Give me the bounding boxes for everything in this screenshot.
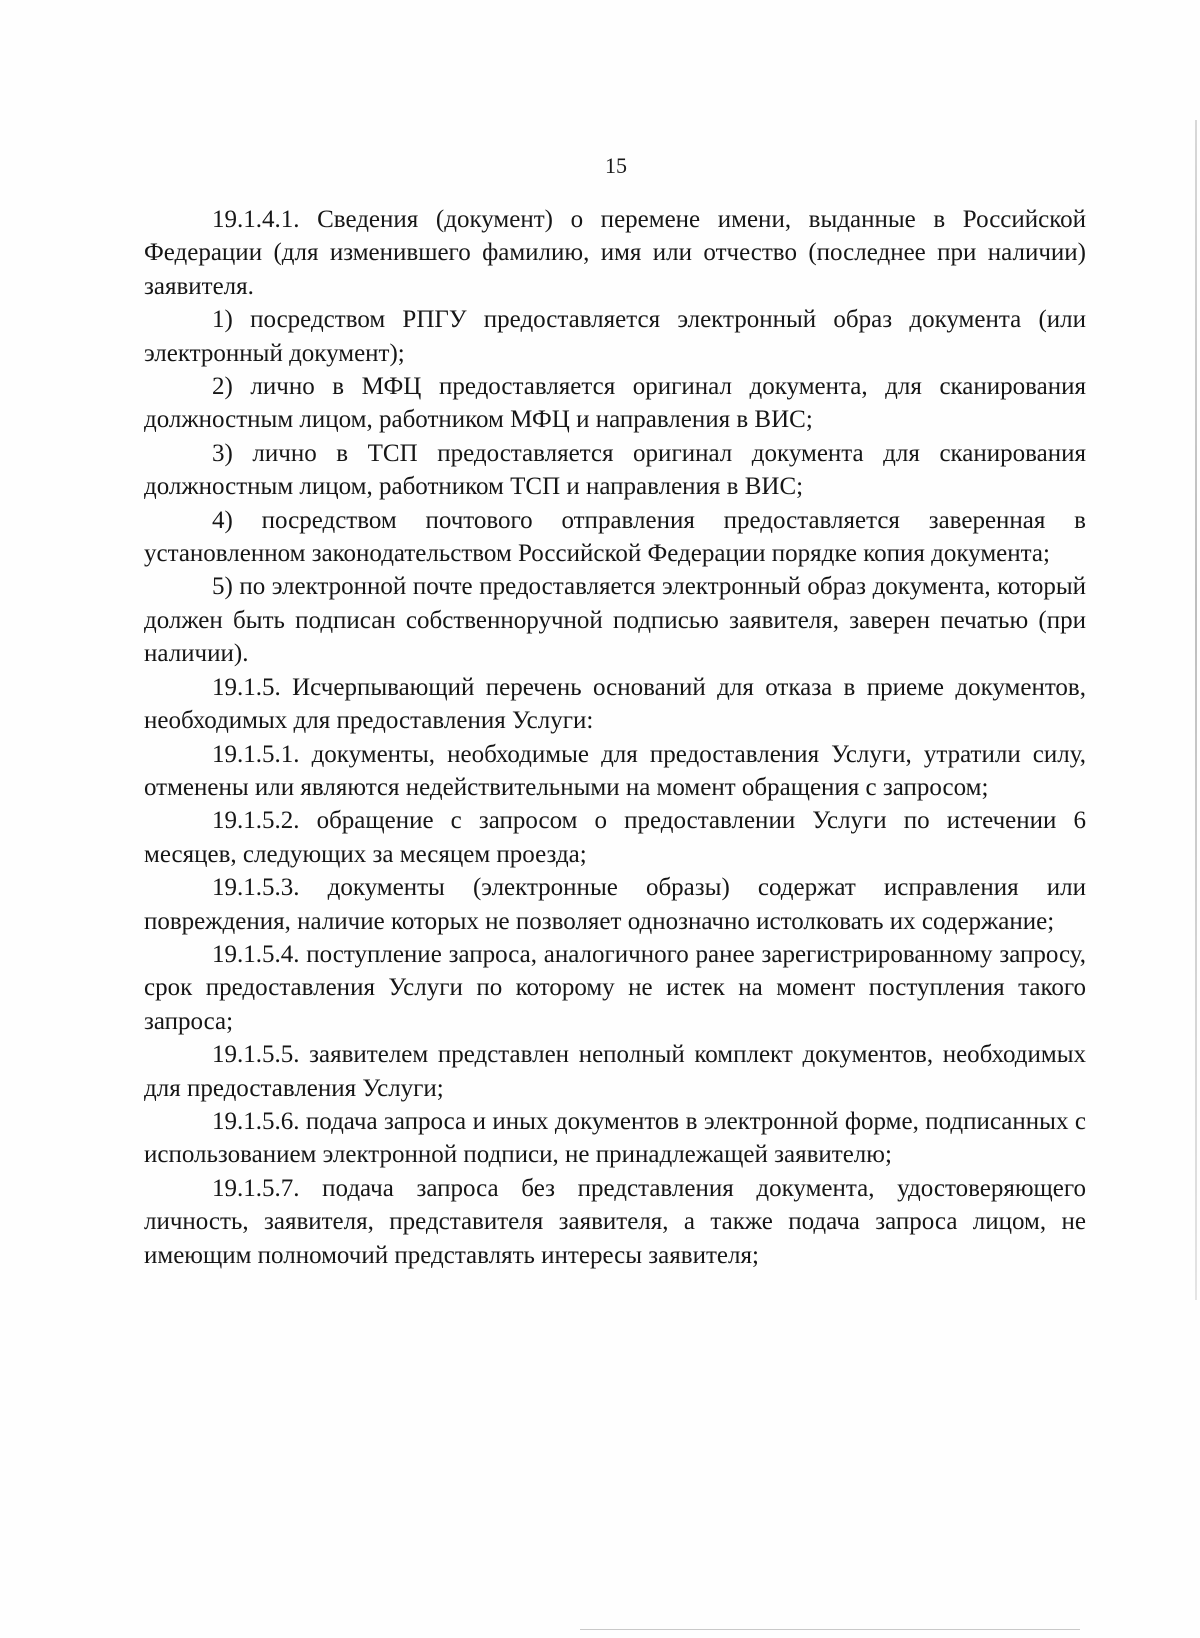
paragraph-item-4: 4) посредством почтового отправления предоставляется заверенная в установленном законодательством Российской Федерации порядке копия документа; bbox=[144, 506, 1086, 568]
paragraph-19-1-4-1: 19.1.4.1. Сведения (документ) о перемене имени, выданные в Российской Федерации (для изменившего фамилию, имя или отчество (последнее при наличии) заявителя. bbox=[144, 206, 1086, 300]
paragraph-19-1-5-6: 19.1.5.6. подача запроса и иных документов в электронной форме, подписанных с использованием электронной подписи, не принадлежащей заявителю; bbox=[144, 1107, 1086, 1169]
paragraph-19-1-5-5: 19.1.5.5. заявителем представлен неполный комплект документов, необходимых для предоставления Услуги; bbox=[144, 1041, 1086, 1102]
paragraph-item-3: 3) лично в ТСП предоставляется оригинал документа для сканирования должностным лицом, работником ТСП и направления в ВИС; bbox=[144, 439, 1086, 501]
paragraph-19-1-5-3: 19.1.5.3. документы (электронные образы) содержат исправления или повреждения, наличие которых не позволяет однозначно истолковать их содержание; bbox=[144, 874, 1086, 935]
scan-bottom-line bbox=[580, 1629, 1080, 1630]
paragraph-item-5: 5) по электронной почте предоставляется электронный образ документа, который должен быть подписан собственноручной подписью заявителя, заверен печатью (при наличии). bbox=[144, 573, 1086, 668]
scan-edge-shadow bbox=[1195, 120, 1197, 1300]
paragraph-19-1-5-2: 19.1.5.2. обращение с запросом о предоставлении Услуги по истечении 6 месяцев, следующих за месяцем проезда; bbox=[144, 807, 1086, 868]
page-number: 15 bbox=[605, 153, 627, 178]
document-body bbox=[144, 203, 1086, 1272]
paragraph-item-1: 1) посредством РПГУ предоставляется электронный образ документа (или электронный документ); bbox=[144, 306, 1086, 367]
paragraph-19-1-5: 19.1.5. Исчерпывающий перечень оснований для отказа в приеме документов, необходимых для предоставления Услуги: bbox=[144, 673, 1086, 735]
paragraph-19-1-5-7: 19.1.5.7. подача запроса без представления документа, удостоверяющего личность, заявителя, представителя заявителя, а также подача запроса лицом, не имеющим полномочий представлять интересы заявителя; bbox=[144, 1174, 1086, 1269]
paragraph-item-2: 2) лично в МФЦ предоставляется оригинал документа, для сканирования должностным лицом, работником МФЦ и направления в ВИС; bbox=[144, 373, 1086, 434]
paragraph-19-1-5-4: 19.1.5.4. поступление запроса, аналогичного ранее зарегистрированному запросу, срок предоставления Услуги по которому не истек на момент поступления такого запроса; bbox=[144, 940, 1086, 1035]
paragraph-19-1-5-1: 19.1.5.1. документы, необходимые для предоставления Услуги, утратили силу, отменены или являются недействительными на момент обращения с запросом; bbox=[144, 740, 1086, 801]
